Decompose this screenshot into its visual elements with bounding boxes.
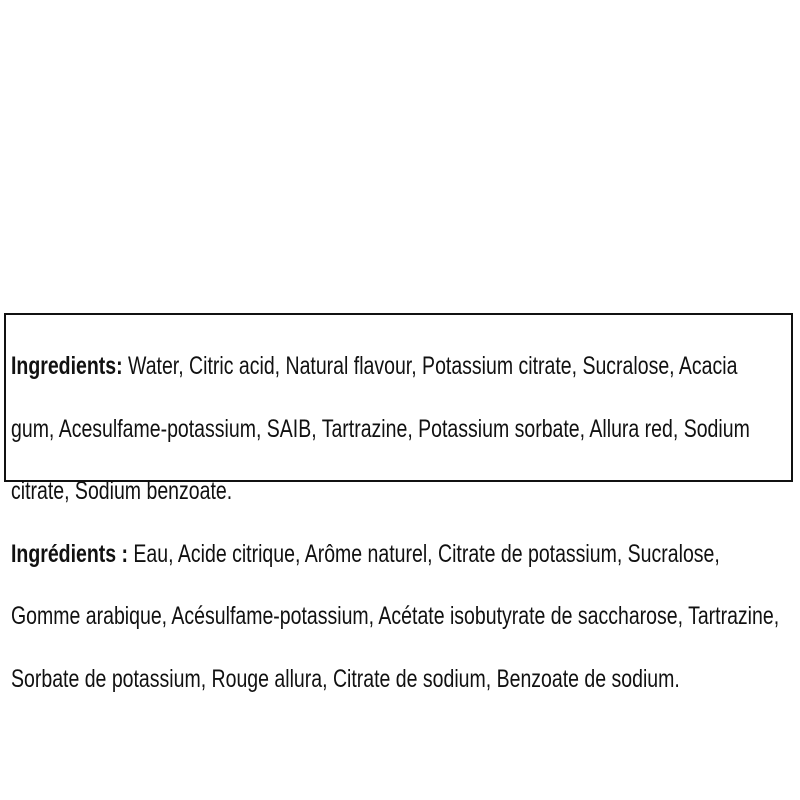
ingredients-line-en-1-text: Water, Citric acid, Natural flavour, Potassium citrate, Sucralose, Acacia: [122, 352, 738, 380]
ingredients-line-en-2-text: gum, Acesulfame-potassium, SAIB, Tartrazine, Potassium sorbate, Allura red, Sodium: [11, 414, 750, 443]
ingredients-line-fr-3-text: Sorbate de potassium, Rouge allura, Citrate de sodium, Benzoate de sodium.: [11, 664, 680, 693]
ingredients-line-en-3-text: citrate, Sodium benzoate.: [11, 477, 233, 505]
ingredients-label-box: [4, 313, 793, 693]
ingredients-line-fr-2-text: Gomme arabique, Acésulfame-potassium, Acétate isobutyrate de saccharose, Tartrazine,: [11, 602, 780, 630]
ingredients-line-en-1: [11, 353, 779, 380]
ingredients-text-block: [11, 317, 779, 728]
ingredients-heading-en: Ingredients:: [11, 352, 123, 380]
ingredients-line-en-3: [11, 478, 779, 505]
ingredients-line-en-2: [11, 416, 779, 443]
ingredients-line-fr-2: [11, 603, 779, 630]
ingredients-line-fr-3: [11, 666, 779, 693]
ingredients-line-fr-1: [11, 541, 779, 568]
ingredients-line-fr-1-text: Eau, Acide citrique, Arôme naturel, Citrate de potassium, Sucralose,: [128, 539, 720, 568]
ingredients-heading-fr: Ingrédients :: [11, 539, 129, 568]
